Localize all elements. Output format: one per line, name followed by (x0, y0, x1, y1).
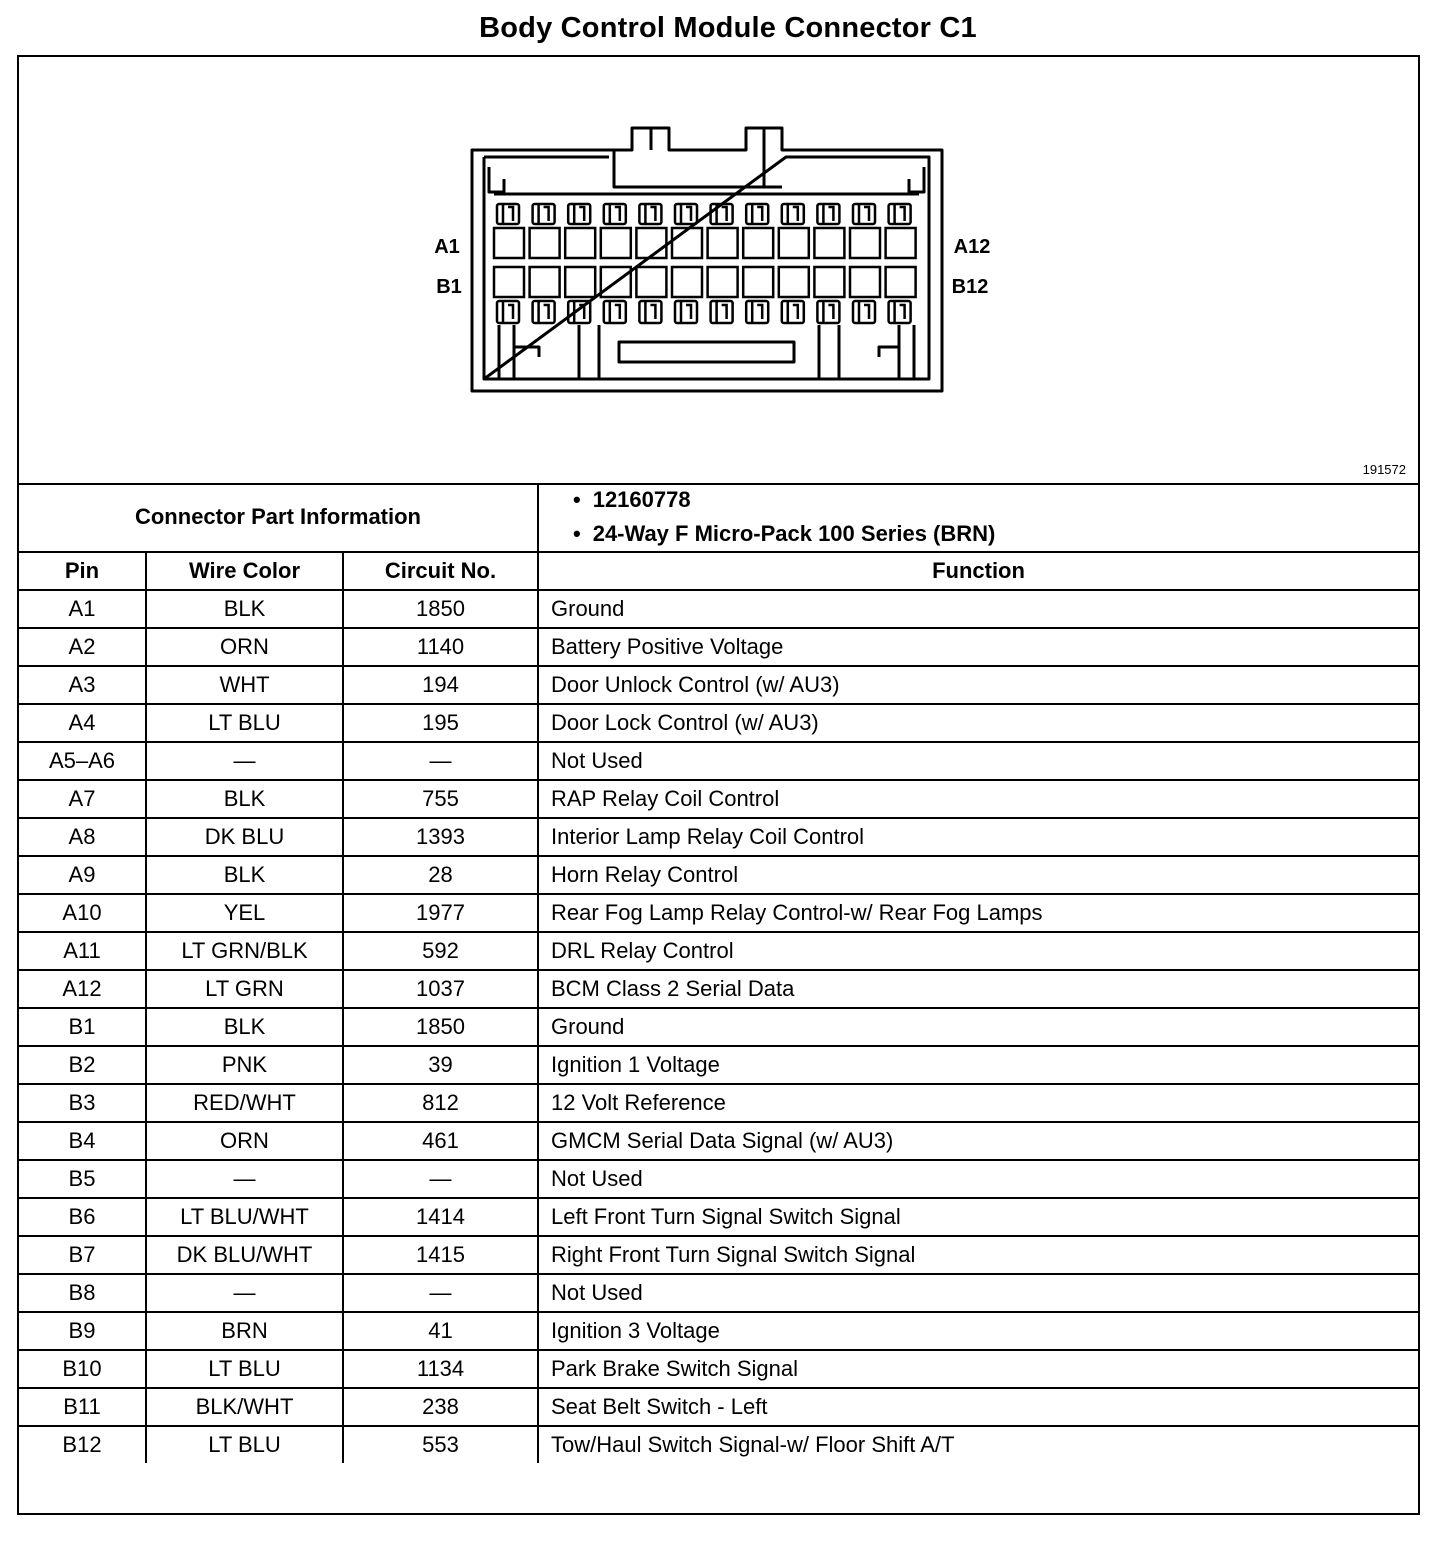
function-cell: Door Lock Control (w/ AU3) (538, 704, 1418, 742)
table-row (19, 894, 1418, 932)
circuit-cell: 755 (343, 780, 538, 818)
circuit-cell: 28 (343, 856, 538, 894)
table-row (19, 628, 1418, 666)
pin-cell: A5–A6 (19, 742, 146, 780)
connector-key (499, 325, 914, 379)
table-row (19, 1008, 1418, 1046)
wire-color-cell: — (146, 1160, 343, 1198)
circuit-cell: 1850 (343, 1008, 538, 1046)
table-row (19, 1198, 1418, 1236)
circuit-cell: 39 (343, 1046, 538, 1084)
cavity-a8 (743, 228, 773, 258)
label-a12: A12 (953, 236, 991, 258)
wire-color-cell: ORN (146, 1122, 343, 1160)
function-cell: RAP Relay Coil Control (538, 780, 1418, 818)
cavity-b2 (530, 267, 560, 297)
wire-color-cell: LT GRN/BLK (146, 932, 343, 970)
circuit-cell: 592 (343, 932, 538, 970)
function-cell: DRL Relay Control (538, 932, 1418, 970)
pin-cell: B11 (19, 1388, 146, 1426)
cavity-b3 (565, 267, 595, 297)
circuit-cell: 194 (343, 666, 538, 704)
table-row (19, 932, 1418, 970)
connector-diagram (19, 57, 1418, 485)
pin-cell: B6 (19, 1198, 146, 1236)
pin-cell: B4 (19, 1122, 146, 1160)
part-info-row (19, 483, 1418, 552)
cavity-a5 (636, 228, 666, 258)
contact-latch-top-detail (788, 204, 798, 224)
pin-cell: B9 (19, 1312, 146, 1350)
wire-color-cell: WHT (146, 666, 343, 704)
pin-cell: A8 (19, 818, 146, 856)
wire-color-cell: RED/WHT (146, 1084, 343, 1122)
cavity-b10 (814, 267, 844, 297)
contact-latch-bottom-detail (717, 301, 727, 323)
connector-housing (472, 128, 942, 391)
table-row (19, 818, 1418, 856)
cavity-b8 (743, 267, 773, 297)
table-row (19, 1084, 1418, 1122)
circuit-cell: — (343, 742, 538, 780)
pin-cell: A10 (19, 894, 146, 932)
cavity-a7 (708, 228, 738, 258)
function-cell: Ground (538, 1008, 1418, 1046)
circuit-cell: 1037 (343, 970, 538, 1008)
contact-latch-top-detail (539, 204, 549, 224)
table-row (19, 704, 1418, 742)
figure-id: 191572 (1362, 462, 1406, 477)
contact-latch-top-detail (859, 204, 869, 224)
wire-color-cell: — (146, 742, 343, 780)
wire-color-cell: BLK (146, 590, 343, 628)
cavity-a10 (814, 228, 844, 258)
table-row (19, 1160, 1418, 1198)
contact-latch-bottom-detail (610, 301, 620, 323)
cavity-a1 (494, 228, 524, 258)
circuit-cell: 1393 (343, 818, 538, 856)
cavity-a4 (601, 228, 631, 258)
circuit-cell: — (343, 1160, 538, 1198)
function-cell: Right Front Turn Signal Switch Signal (538, 1236, 1418, 1274)
pin-cell: B3 (19, 1084, 146, 1122)
circuit-cell: 195 (343, 704, 538, 742)
function-cell: Battery Positive Voltage (538, 628, 1418, 666)
function-cell: Left Front Turn Signal Switch Signal (538, 1198, 1418, 1236)
circuit-cell: 812 (343, 1084, 538, 1122)
header-function: Function (538, 552, 1418, 590)
label-b12: B12 (951, 276, 989, 298)
cavity-a11 (850, 228, 880, 258)
contact-latch-top-detail (823, 204, 833, 224)
contact-latch-top-detail (503, 204, 513, 224)
circuit-cell: 1134 (343, 1350, 538, 1388)
contact-latch-top-detail (752, 204, 762, 224)
cavity-b6 (672, 267, 702, 297)
cavity-a2 (530, 228, 560, 258)
part-description: • 24-Way F Micro-Pack 100 Series (BRN) (573, 517, 1418, 551)
wire-color-cell: BLK (146, 1008, 343, 1046)
cavity-a6 (672, 228, 702, 258)
circuit-cell: 1977 (343, 894, 538, 932)
table-row (19, 1350, 1418, 1388)
function-cell: Ignition 3 Voltage (538, 1312, 1418, 1350)
table-row (19, 970, 1418, 1008)
pin-cell: B10 (19, 1350, 146, 1388)
connector-face-drawing (19, 57, 1418, 483)
circuit-cell: 41 (343, 1312, 538, 1350)
cavity-b9 (779, 267, 809, 297)
pinout-table (19, 483, 1418, 1463)
wire-color-cell: ORN (146, 628, 343, 666)
function-cell: 12 Volt Reference (538, 1084, 1418, 1122)
function-cell: Ignition 1 Voltage (538, 1046, 1418, 1084)
table-row (19, 1236, 1418, 1274)
function-cell: Rear Fog Lamp Relay Control-w/ Rear Fog Lamps (538, 894, 1418, 932)
cavity-b5 (636, 267, 666, 297)
wire-color-cell: YEL (146, 894, 343, 932)
wire-color-cell: LT BLU (146, 1350, 343, 1388)
circuit-cell: 461 (343, 1122, 538, 1160)
function-cell: Door Unlock Control (w/ AU3) (538, 666, 1418, 704)
table-row (19, 742, 1418, 780)
table-row (19, 590, 1418, 628)
function-cell: Not Used (538, 742, 1418, 780)
circuit-cell: — (343, 1274, 538, 1312)
pin-cell: A4 (19, 704, 146, 742)
contact-latch-bottom-detail (788, 301, 798, 323)
contact-latch-bottom-detail (503, 301, 513, 323)
circuit-cell: 1140 (343, 628, 538, 666)
cavity-a9 (779, 228, 809, 258)
function-cell: Not Used (538, 1274, 1418, 1312)
function-cell: Interior Lamp Relay Coil Control (538, 818, 1418, 856)
table-row (19, 1274, 1418, 1312)
function-cell: Seat Belt Switch - Left (538, 1388, 1418, 1426)
contact-latch-bottom-detail (859, 301, 869, 323)
wire-color-cell: BLK/WHT (146, 1388, 343, 1426)
part-info-label: Connector Part Information (19, 483, 538, 552)
function-cell: Not Used (538, 1160, 1418, 1198)
cavity-a12 (886, 228, 916, 258)
contact-latch-top-detail (895, 204, 905, 224)
wire-color-cell: BLK (146, 780, 343, 818)
contact-latch-bottom-detail (752, 301, 762, 323)
contact-latch-bottom-detail (823, 301, 833, 323)
label-b1: B1 (436, 276, 462, 298)
part-number: • 12160778 (573, 483, 1418, 517)
pin-cell: A9 (19, 856, 146, 894)
label-a1: A1 (434, 236, 460, 258)
wire-color-cell: BRN (146, 1312, 343, 1350)
function-cell: Horn Relay Control (538, 856, 1418, 894)
table-row (19, 1426, 1418, 1463)
pin-cell: B1 (19, 1008, 146, 1046)
pin-cell: A11 (19, 932, 146, 970)
header-pin: Pin (19, 552, 146, 590)
pin-cell: B12 (19, 1426, 146, 1463)
cavity-b1 (494, 267, 524, 297)
connector-frame (17, 55, 1420, 1515)
circuit-cell: 238 (343, 1388, 538, 1426)
cavity-a3 (565, 228, 595, 258)
contact-latch-bottom-detail (895, 301, 905, 323)
table-row (19, 780, 1418, 818)
pin-cell: A2 (19, 628, 146, 666)
function-cell: Park Brake Switch Signal (538, 1350, 1418, 1388)
circuit-cell: 1850 (343, 590, 538, 628)
contact-latch-top-detail (574, 204, 584, 224)
table-row (19, 1122, 1418, 1160)
page-title: Body Control Module Connector C1 (479, 12, 977, 44)
contact-latch-bottom-detail (681, 301, 691, 323)
cavity-b11 (850, 267, 880, 297)
cavity-b12 (886, 267, 916, 297)
contact-latch-top-detail (645, 204, 655, 224)
table-row (19, 1388, 1418, 1426)
function-cell: Ground (538, 590, 1418, 628)
table-row (19, 1312, 1418, 1350)
header-row (19, 552, 1418, 590)
wire-color-cell: DK BLU (146, 818, 343, 856)
contact-latch-top-detail (610, 204, 620, 224)
pin-cell: A1 (19, 590, 146, 628)
pin-cell: A3 (19, 666, 146, 704)
table-row (19, 856, 1418, 894)
contact-latch-top-detail (681, 204, 691, 224)
circuit-cell: 553 (343, 1426, 538, 1463)
wire-color-cell: DK BLU/WHT (146, 1236, 343, 1274)
wire-color-cell: LT BLU (146, 1426, 343, 1463)
pin-cell: B2 (19, 1046, 146, 1084)
pin-cell: A12 (19, 970, 146, 1008)
function-cell: GMCM Serial Data Signal (w/ AU3) (538, 1122, 1418, 1160)
wire-color-cell: LT BLU (146, 704, 343, 742)
pin-cell: B5 (19, 1160, 146, 1198)
contact-latch-bottom-detail (539, 301, 549, 323)
wire-color-cell: PNK (146, 1046, 343, 1084)
contact-latch-bottom-detail (645, 301, 655, 323)
pin-cell: B8 (19, 1274, 146, 1312)
header-circuit-no: Circuit No. (343, 552, 538, 590)
wire-color-cell: LT GRN (146, 970, 343, 1008)
circuit-cell: 1415 (343, 1236, 538, 1274)
pin-cell: B7 (19, 1236, 146, 1274)
wire-color-cell: — (146, 1274, 343, 1312)
table-row (19, 666, 1418, 704)
function-cell: Tow/Haul Switch Signal-w/ Floor Shift A/T (538, 1426, 1418, 1463)
cavity-b7 (708, 267, 738, 297)
pin-cell: A7 (19, 780, 146, 818)
wire-color-cell: LT BLU/WHT (146, 1198, 343, 1236)
function-cell: BCM Class 2 Serial Data (538, 970, 1418, 1008)
part-info-list (538, 483, 1418, 552)
wire-color-cell: BLK (146, 856, 343, 894)
circuit-cell: 1414 (343, 1198, 538, 1236)
header-wire-color: Wire Color (146, 552, 343, 590)
table-row (19, 1046, 1418, 1084)
